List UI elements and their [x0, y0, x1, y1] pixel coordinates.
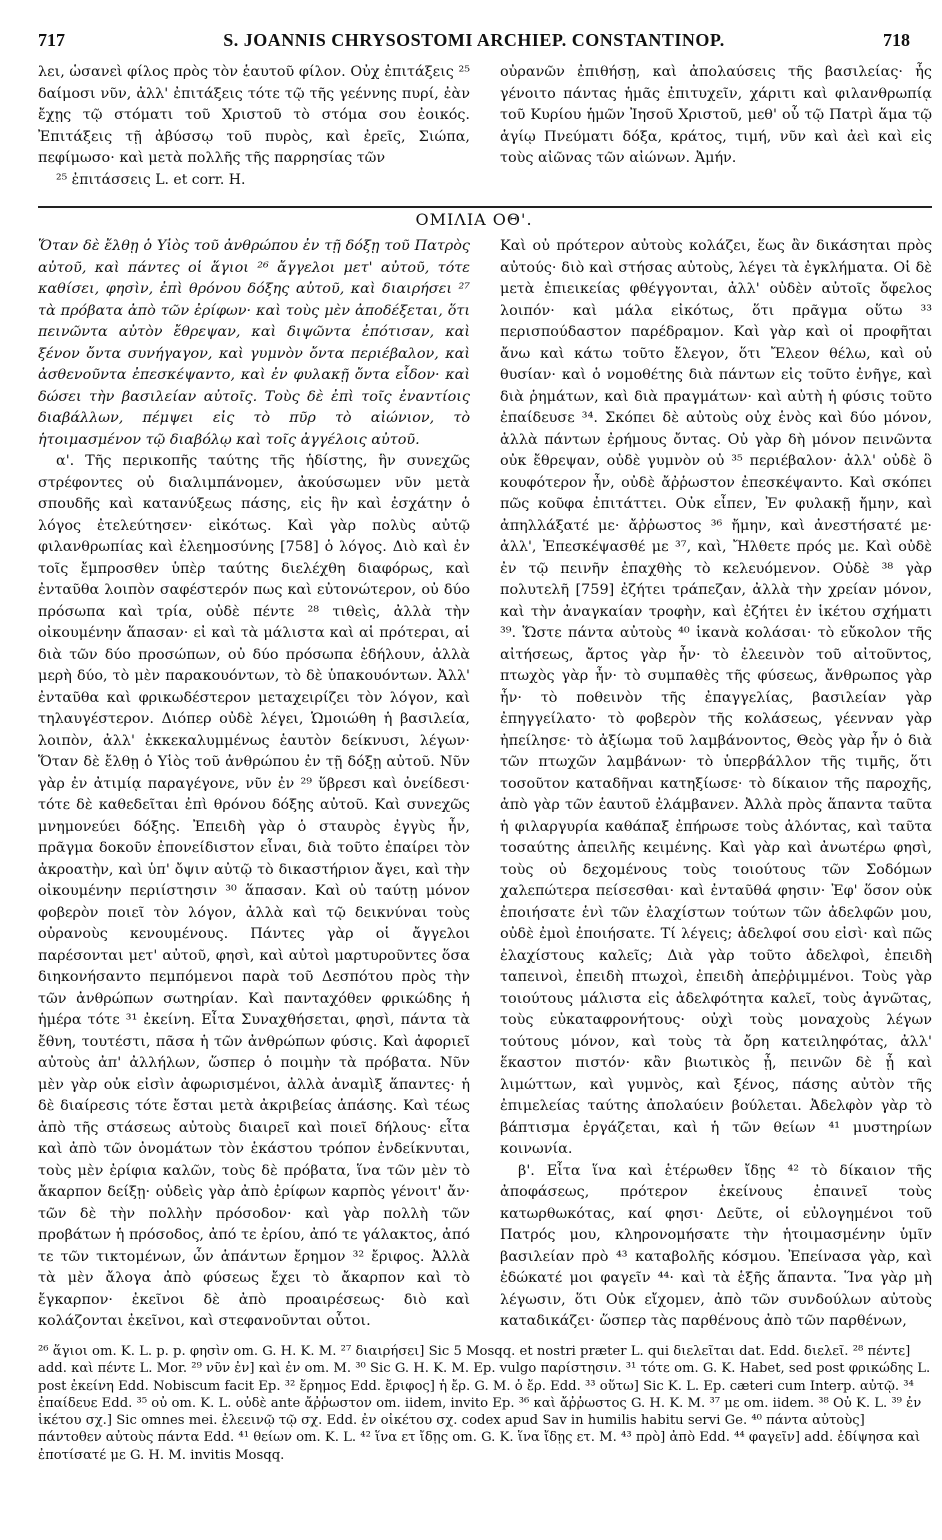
body-paragraph: Καὶ οὐ πρότερον αὐτοὺς κολάζει, ἕως ἂν δικάσηται πρὸς αὐτούς· διὸ καὶ στήσας αὐτοὺς, λέγει τὰ ἐγκλήματα. Οἱ δὲ μετὰ ἐπιεικείας φθέγγονται, ἀλλ' οὐδὲν αὐτοῖς ὄφελος λοιπόν· καὶ μάλα εἰκότως, ὅτι πρᾶγμα οὕτω ³³ περισπούδαστον παρέδραμον. Καὶ γὰρ καὶ οἱ προφῆται ἄνω καὶ κάτω τοῦτο ἔλεγον, ὅτι Ἔλεον θέλω, καὶ οὐ θυσίαν· καὶ ὁ νομοθέτης διὰ πάντων εἰς τοῦτο ἐνῆγε, καὶ διὰ ῥημάτων, καὶ διὰ πραγμάτων· καὶ αὐτὴ ἡ φύσις τοῦτο ἐπαίδευσε ³⁴. Σκόπει δὲ αὐτοὺς οὐχ ἑνὸς καὶ δύο μόνον, ἀλλὰ πάντων ἐρήμους ὄντας. Οὐ γὰρ δὴ μόνον πεινῶντα οὐκ ἔθρεψαν, οὐδὲ γυμνὸν οὐ ³⁵ περιέβαλον· ἀλλ' οὐδὲ ὃ κουφότερον ἦν, οὐδὲ ἄῤῥωστον ἐπεσκέψαντο. Καὶ σκόπει πῶς κοῦφα ἐπιτάττει. Οὐκ εἶπεν, Ἐν φυλακῇ ἤμην, καὶ ἀπηλλάξατέ με· ἄῤῥωστος ³⁶ ἤμην, καὶ ἀνεστήσατέ με· ἀλλ', Ἐπεσκέψασθέ με ³⁷, καὶ, Ἤλθετε πρός με. Καὶ οὐδὲ ἐν τῷ πεινῆν ἐπαχθὴς τὸ κελευόμενον. Οὐδὲ ³⁸ γὰρ πολυτελῆ [759] ἐζήτει τράπεζαν, ἀλλὰ τὴν χρείαν μόνον, καὶ τὴν ἀναγκαίαν τροφὴν, καὶ ἐζήτει ἐν ἱκέτου σχήματι ³⁹. Ὥστε πάντα αὐτοὺς ⁴⁰ ἱκανὰ κολάσαι· τὸ εὔκολον τῆς αἰτήσεως, ἄρτος γὰρ ἦν· τὸ ἐλεεινὸν τοῦ αἰτοῦντος, πτωχὸς γὰρ ἦν· τὸ συμπαθὲς τῆς φύσεως, ἄνθρωπος γὰρ ἦν· τὸ ποθεινὸν τῆς ἐπαγγελίας, βασιλείαν γὰρ ἐπηγγείλατο· τὸ φοβερὸν τῆς κολάσεως, γέενναν γὰρ ἠπείλησε· τὸ ἀξίωμα τοῦ λαμβάνοντος, Θεὸς γὰρ ἦν ὁ διὰ τῶν πτωχῶν λαμβάνων· τὸ ὑπερβάλλον τῆς τιμῆς, ὅτι τοσοῦτον καταδῆναι κατηξίωσε· τὸ δίκαιον τῆς παροχῆς, ἀπὸ γὰρ τῶν ἑαυτοῦ ἐλάμβανεν. Ἀλλὰ πρὸς ἅπαντα ταῦτα ἡ φιλαργυρία καθάπαξ ἐπήρωσε τοὺς ἁλόντας, καὶ ταῦτα τοσαύτης ἀπειλῆς κειμένης. Καὶ γὰρ καὶ ἀνωτέρω φησὶ, τοὺς οὐ δεχομένους τοὺς τοιούτους τῶν Σοδόμων χαλεπώτερα πείσεσθαι· καὶ ἐνταῦθά φησιν· Ἐφ' ὅσον οὐκ ἐποιήσατε ἑνὶ τῶν ἐλαχίστων τούτων τῶν ἀδελφῶν μου, οὐδὲ ἐμοὶ ἐποιήσατε. Τί λέγεις; ἀδελφοί σου εἰσὶ· καὶ πῶς ἐλαχίστους καλεῖς; Διὰ γὰρ τοῦτο ἀδελφοὶ, ἐπειδὴ ταπεινοὶ, ἐπειδὴ πτωχοὶ, ἐπειδὴ ἀπεῤῥιμμένοι. Τοὺς γὰρ τοιούτους μάλιστα εἰς ἀδελφότητα καλεῖ, τοὺς ἀγνῶτας, τοὺς εὐκαταφρονήτους· οὐχὶ τοὺς μοναχοὺς λέγων τούτους μόνον, καὶ τοὺς τὰ ὄρη κατειληφότας, ἀλλ' ἕκαστον πιστόν· κἂν βιωτικὸς ᾖ, πεινῶν δὲ ᾖ καὶ λιμώττων, καὶ γυμνὸς, καὶ ξένος, πάσης αὐτὸν τῆς ἐπιμελείας ταύτης ἀπολαύειν βούλεται. Ἀδελφὸν γὰρ τὸ βάπτισμα ἐργάζεται, καὶ ἡ τῶν θείων ⁴¹ μυστηρίων κοινωνία.: [500, 238, 932, 1157]
top-left-text: λει, ὡσανεὶ φίλος πρὸς τὸν ἑαυτοῦ φίλον. Οὐχ ἐπιτάξεις ²⁵ δαίμοσι νῦν, ἀλλ' ἐπιτάξεις τότε τῷ τῆς γεέννης πυρί, ἐὰν ἔχῃς τῷ στόματι τοῦ Χριστοῦ τὸ στόμα σου ἐοικός. Ἐπιτάξεις τῇ ἀβύσσῳ τοῦ πυρὸς, καὶ ἐρεῖς, Σιώπα, πεφίμωσο· καὶ μετὰ πολλῆς τῆς παρρησίας τῶν: [38, 64, 470, 166]
body-paragraph: β'. Εἶτα ἵνα καὶ ἑτέρωθεν ἴδῃς ⁴² τὸ δίκαιον τῆς ἀποφάσεως, πρότερον ἐκείνους ἐπαινεῖ τοὺς κατωρθωκότας, καί φησι· Δεῦτε, οἱ εὐλογημένοι τοῦ Πατρός μου, κληρονομήσατε τὴν ἡτοιμασμένην ὑμῖν βασιλείαν πρὸ ⁴³ καταβολῆς κόσμου. Ἐπείνασα γὰρ, καὶ ἐδώκατέ μοι φαγεῖν ⁴⁴· καὶ τὰ ἑξῆς ἅπαντα. Ἵνα γὰρ μὴ λέγωσιν, ὅτι Οὐκ εἴχομεν, ἀπὸ τῶν συνδούλων αὐτοὺς καταδικάζει· ὥσπερ τὰς παρθένους ἀπὸ τῶν παρθένων,: [500, 1162, 932, 1329]
running-header: [38, 30, 910, 56]
footnote-text: ²⁶ ἅγιοι om. K. L. p. p. φησὶν om. G. H. K. M. ²⁷ διαιρήσει] Sic 5 Mosqq. et nostri præter L. qui διελεῖται dat. Edd. διελεῖ. ²⁸ πέντε] add. καὶ πέντε L. Mor. ²⁹ νῦν ἐν] καὶ ἐν om. M. ³⁰ Sic G. H. K. M. Ep. vulgo παρίστησιν. ³¹ τότε om. G. K. Habet, sed post φρικώδης L. post ἐκείνη Edd. Nobiscum facit Ep. ³² ἔρημος Edd. ἔριφος] ἡ ἔρ. G. M. ὁ ἔρ. Edd. ³³ οὕτω] Sic K. L. Ep. cæteri cum Interp. αὐτῷ. ³⁴ ἐπαίδευε Edd. ³⁵ οὐ om. K. L. οὐδὲ ante ἄῤῥωστον om. iidem, invito Ep. ³⁶ καὶ ἄῤῥωστος G. H. K. M. ³⁷ με om. iidem. ³⁸ Οὐ K. L. ³⁹ ἐν ἱκέτου σχ.] Sic omnes mei. ἐλεεινῷ τῷ σχ. Edd. ἐν οἰκέτου σχ. codex apud Sav in humilis habitu servi Ge. ⁴⁰ πάντα αὐτοὺς] πάντοθεν αὐτοὺς πάντα Edd. ⁴¹ θείων om. K. L. ⁴² ἵνα ετ ἴδῃς om. G. K. ἵνα ἴδῃς ετ. M. ⁴³ πρὸ] ἀπὸ Edd. ⁴⁴ φαγεῖν] add. ἐδίψησα καὶ ἐποτίσατέ με G. H. M. invitis Mosqq.: [38, 1344, 931, 1463]
main-right-column: [500, 236, 932, 1333]
section-divider: [38, 206, 932, 208]
scripture-lemma: Ὅταν δὲ ἔλθῃ ὁ Υἱὸς τοῦ ἀνθρώπου ἐν τῇ δόξῃ τοῦ Πατρὸς αὐτοῦ, καὶ πάντες οἱ ἅγιοι ²⁶ ἄγγελοι μετ' αὐτοῦ, τότε καθίσει, φησὶν, ἐπὶ θρόνου δόξης αὐτοῦ, καὶ διαιρήσει ²⁷ τὰ πρόβατα ἀπὸ τῶν ἐρίφων· καὶ τοὺς μὲν ἀποδέξεται, ὅτι πεινῶντα αὐτὸν ἔθρεψαν, καὶ διψῶντα ἐπότισαν, καὶ ξένον ὄντα συνήγαγον, καὶ γυμνὸν ὄντα περιέβαλον, καὶ ἀσθενοῦντα ἐπεσκέψαντο, καὶ ἐν φυλακῇ ὄντα εἶδον· καὶ δώσει τὴν βασιλείαν αὐτοῖς. Τοὺς δὲ ἐπὶ τοῖς ἐναντίοις διαβάλλων, πέμψει εἰς τὸ πῦρ τὸ αἰώνιον, τὸ ἡτοιμασμένον τῷ διαβόλῳ καὶ τοῖς ἀγγέλοις αὐτοῦ.: [38, 238, 470, 448]
top-left-column: [38, 62, 470, 190]
main-left-column: [38, 236, 470, 1333]
page-number-left: 717: [38, 30, 65, 50]
homily-title: ΟΜΙΛΙΑ ΟΘ'.: [415, 210, 533, 229]
top-right-text: οὐρανῶν ἐπιθήσῃ, καὶ ἀπολαύσεις τῆς βασιλείας· ἧς γένοιτο πάντας ἡμᾶς ἐπιτυχεῖν, χάριτι καὶ φιλανθρωπίᾳ τοῦ Κυρίου ἡμῶν Ἰησοῦ Χριστοῦ, μεθ' οὗ τῷ Πατρὶ ἅμα τῷ ἁγίῳ Πνεύματι δόξα, κράτος, τιμή, νῦν καὶ ἀεὶ καὶ εἰς τοὺς αἰῶνας τῶν αἰώνων. Ἀμήν.: [500, 64, 932, 166]
top-left-footnote: ²⁵ ἐπιτάσσεις L. et corr. H.: [56, 171, 246, 188]
body-paragraph: α'. Τῆς περικοπῆς ταύτης τῆς ἡδίστης, ἣν συνεχῶς στρέφοντες οὐ διαλιμπάνομεν, ἀκούσωμεν νῦν μετὰ σπουδῆς καὶ κατανύξεως πάσης, εἰς ἣν καὶ ἐσχάτην ὁ λόγος ἐτελεύτησεν· εἰκότως. Καὶ γὰρ πολὺς αὐτῷ φιλανθρωπίας καὶ ἐλεημοσύνης [758] ὁ λόγος. Διὸ καὶ ἐν τοῖς ἔμπροσθεν ὑπὲρ ταύτης διελέχθη διαφόρως, καὶ ἐνταῦθα λοιπὸν σαφέστερόν πως καὶ εὐτονώτερον, οὐ δύο πρόσωπα καὶ τρία, οὐδὲ πέντε ²⁸ τιθεὶς, ἀλλὰ τὴν οἰκουμένην ἅπασαν· εἰ καὶ τὰ μάλιστα καὶ αἱ πρότεραι, αἱ διὰ τῶν δύο προσώπων, οὐ δύο πρόσωπα ἐδήλουν, ἀλλὰ μερὴ δύο, τὸ μὲν παρακουόντων, τὸ δὲ ὑπακουόντων. Ἀλλ' ἐνταῦθα καὶ φρικωδέστερον μεταχειρίζει τὸν λόγον, καὶ τηλαυγέστερον. Διόπερ οὐδὲ λέγει, Ὡμοιώθη ἡ βασιλεία, λοιπὸν, ἀλλ' ἐκκεκαλυμμένως ἑαυτὸν δείκνυσι, λέγων· Ὅταν δὲ ἔλθῃ ὁ Υἱὸς τοῦ ἀνθρώπου ἐν τῇ δόξῃ αὐτοῦ. Νῦν γὰρ ἐν ἀτιμίᾳ παραγέγονε, νῦν ἐν ²⁹ ὕβρεσι καὶ ὀνείδεσι· τότε δὲ καθεδεῖται ἐπὶ θρόνου δόξης αὐτοῦ. Καὶ συνεχῶς μνημονεύει δόξης. Ἐπειδὴ γὰρ ὁ σταυρὸς ἐγγὺς ἦν, πρᾶγμα δοκοῦν ἐπονείδιστον εἶναι, διὰ τοῦτο ἐπαίρει τὸν ἀκροατὴν, καὶ ὑπ' ὄψιν αὐτῷ τὸ δικαστήριον ἄγει, καὶ τὴν οἰκουμένην περιίστησιν ³⁰ ἅπασαν. Καὶ οὐ ταύτῃ μόνον φοβερὸν ποιεῖ τὸν λόγον, ἀλλὰ καὶ τῷ δεικνύναι τοὺς οὐρανοὺς κενουμένους. Πάντες γὰρ οἱ ἄγγελοι παρέσονται μετ' αὐτοῦ, φησὶ, καὶ αὐτοὶ μαρτυροῦντες ὅσα διηκονήσαντο πεμπόμενοι παρὰ τοῦ Δεσπότου πρὸς τὴν τῶν ἀνθρώπων σωτηρίαν. Καὶ πανταχόθεν φρικώδης ἡ ἡμέρα τότε ³¹ ἐκείνη. Εἶτα Συναχθήσεται, φησὶ, πάντα τὰ ἔθνη, τουτέστι, πᾶσα ἡ τῶν ἀνθρώπων φύσις. Καὶ ἀφοριεῖ αὐτοὺς ἀπ' ἀλλήλων, ὥσπερ ὁ ποιμὴν τὰ πρόβατα. Νῦν μὲν γὰρ οὐκ εἰσὶν ἀφωρισμένοι, ἀλλὰ ἀναμὶξ ἅπαντες· ἡ δὲ διαίρεσις τότε ἔσται μετὰ ἀκριβείας ἁπάσης. Καὶ τέως ἀπὸ τῆς στάσεως αὐτοὺς διαιρεῖ καὶ ποιεῖ δήλους· εἶτα καὶ ἀπὸ τῶν ὀνομάτων τὸν ἑκάστου τρόπον ἐνδείκνυται, τοὺς μὲν ἐρίφια καλῶν, τοὺς δὲ πρόβατα, ἵνα τῶν μὲν τὸ ἄκαρπον δείξῃ· οὐδεὶς γὰρ ἀπὸ ἐρίφων καρπὸς γένοιτ' ἄν· τῶν δὲ τὴν πολλὴν πρόσοδον· καὶ γὰρ πολλὴ τῶν προβάτων ἡ πρόσοδος, ἀπό τε ἐρίου, ἀπό τε γάλακτος, ἀπό τε τῶν τικτομένων, ὧν ἁπάντων ἔρημον ³² ἔριφος. Ἀλλὰ τὰ μὲν ἄλογα ἀπὸ φύσεως ἔχει τὸ ἄκαρπον καὶ τὸ ἔγκαρπον· ἐκεῖνοι δὲ ἀπὸ προαιρέσεως· διὸ καὶ κολάζονται ἐκεῖνοι, καὶ στεφανοῦνται οὗτοι.: [38, 453, 470, 1329]
page-number-right: 718: [883, 30, 910, 50]
running-title: S. JOANNIS CHRYSOSTOMI ARCHIEP. CONSTANTINOP.: [223, 30, 725, 50]
footnotes: [38, 1343, 932, 1464]
top-right-column: [500, 62, 932, 170]
